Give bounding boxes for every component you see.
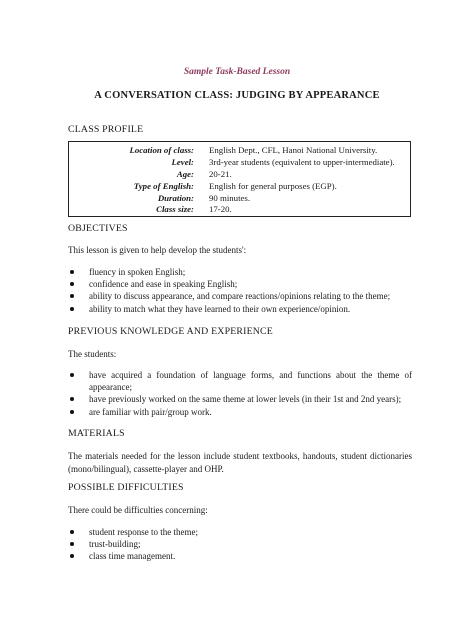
list-item: class time management. (68, 550, 412, 562)
bullet-icon (70, 307, 74, 311)
profile-row (69, 204, 410, 215)
profile-value: English Dept., CFL, Hanoi National University. (209, 145, 378, 155)
previous-knowledge-heading: PREVIOUS KNOWLEDGE AND EXPERIENCE (68, 326, 273, 337)
list-item: trust-building; (68, 538, 412, 550)
list-item: ability to match what they have learned to their own experience/opinion. (68, 303, 412, 315)
list-item: ability to discuss appearance, and compare reactions/opinions relating to the theme; (68, 290, 412, 302)
profile-label: Age: (176, 169, 194, 179)
objectives-intro: This lesson is given to help develop the students': (68, 245, 247, 255)
bullet-icon (70, 530, 74, 534)
bullet-icon (70, 410, 74, 414)
difficulties-list (68, 526, 412, 563)
bullet-icon (70, 282, 74, 286)
list-item: fluency in spoken English; (68, 266, 412, 278)
bullet-icon (70, 270, 74, 274)
previous-knowledge-list (68, 369, 412, 418)
list-item: have acquired a foundation of language forms, and functions about the theme of appearance; (68, 369, 412, 393)
profile-row (69, 145, 410, 156)
profile-row (69, 157, 410, 168)
previous-knowledge-intro: The students: (68, 349, 117, 359)
document-title: A CONVERSATION CLASS: JUDGING BY APPEARANCE (94, 90, 380, 101)
bullet-icon (70, 554, 74, 558)
profile-value: 20-21. (209, 169, 232, 179)
profile-value: English for general purposes (EGP). (209, 181, 337, 191)
materials-heading: MATERIALS (68, 428, 125, 439)
document-subtitle: Sample Task-Based Lesson (183, 67, 291, 77)
difficulties-intro: There could be difficulties concerning: (68, 505, 208, 515)
list-item: are familiar with pair/group work. (68, 406, 412, 418)
profile-value: 17-20. (209, 204, 232, 214)
profile-label: Type of English: (133, 181, 194, 191)
list-item: confidence and ease in speaking English; (68, 278, 412, 290)
class-profile-table (68, 141, 411, 217)
list-item: have previously worked on the same theme at lower levels (in their 1st and 2nd years); (68, 393, 412, 405)
profile-label: Level: (171, 157, 194, 167)
objectives-list (68, 266, 412, 315)
materials-text: The materials needed for the lesson include student textbooks, handouts, student dictionaries (mono/bilingual), cassette-player and OHP. (68, 451, 412, 474)
bullet-icon (70, 397, 74, 401)
profile-row (69, 181, 410, 192)
bullet-icon (70, 294, 74, 298)
list-item: student response to the theme; (68, 526, 412, 538)
bullet-icon (70, 373, 74, 377)
difficulties-heading: POSSIBLE DIFFICULTIES (68, 482, 184, 493)
profile-row (69, 193, 410, 204)
objectives-heading: OBJECTIVES (68, 223, 128, 234)
class-profile-heading: CLASS PROFILE (68, 124, 144, 135)
profile-value: 3rd-year students (equivalent to upper-intermediate). (209, 157, 395, 167)
profile-label: Class size: (156, 204, 194, 214)
profile-label: Location of class: (129, 145, 194, 155)
profile-row (69, 169, 410, 180)
profile-label: Duration: (157, 193, 194, 203)
profile-value: 90 minutes. (209, 193, 251, 203)
bullet-icon (70, 542, 74, 546)
